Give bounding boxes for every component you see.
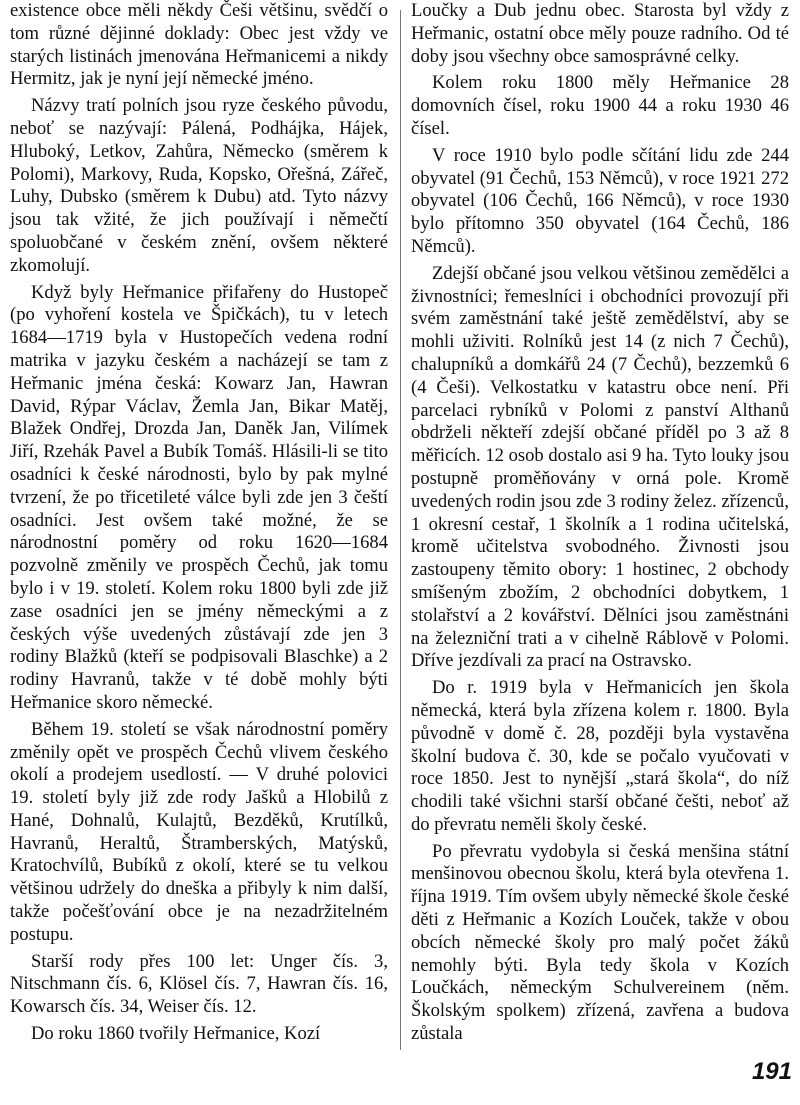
paragraph: Loučky a Dub jednu obec. Starosta byl vždy z Heřmanic, ostatní obce měly pouze radního. Od té doby jsou všechny obce samosprávné celky. — [411, 0, 789, 67]
paragraph: Po převratu vydobyla si česká menšina státní menšinovou obecnou školu, která byla otevřena 1. října 1919. Tím ovšem ubyly německé škole české děti z Heřmanic a Kozích Louček, takže v obou obcích německé školy pro malý počet žáků nemohly býti. Byla tedy škola v Kozích Loučkách, německým Schulvereinem (něm. Školským spolkem) zřízená, zavřena a budova zůstala — [411, 840, 789, 1045]
paragraph: Když byly Heřmanice přifařeny do Hustopeč (po vyhoření kostela ve Špičkách), tu v letech 1684—1719 byla v Hustopečích vedena rodní matrika v jazyku českém a nacházejí se tam z Heřmanic jména česká: Kowarz Jan, Hawran David, Rýpar Václav, Žemla Jan, Bikar Matěj, Blažek Ondřej, Drozda Jan, Daněk Jan, Vilímek Jiří, Rzehák Pavel a Bubík Tomáš. Hlásili-li se tito osadníci k české národnosti, bylo by pak mylné tvrzení, že po třicetileté válce byli zde jen 3 čeští osadníci. Jest ovšem také možné, že se národnostní poměry od roku 1620—1684 pozvolně změnily ve prospěch Čechů, jak tomu bylo i v 19. století. Kolem roku 1800 byli zde již zase osadníci jen se jmény německými a z českých výše uvedených zůstávají zde jen 3 rodiny Blažků (kteří se podpisovali Blaschke) a 2 rodiny Havranů, takže v té době mohly býti Heřmanice skoro německé. — [10, 281, 388, 713]
page-number: 191 — [751, 1058, 792, 1085]
left-text-column — [10, 0, 388, 1050]
paragraph: existence obce měli někdy Češi většinu, svědčí o tom různé dějinné doklady: Obec jest vždy ve starých listinách jmenována Heřmanicemi a nikdy Hermitz, jak je nyní její německé jméno. — [10, 0, 388, 90]
right-text-column — [411, 0, 789, 1050]
paragraph: Do roku 1860 tvořily Heřmanice, Kozí — [31, 1023, 321, 1045]
paragraph: Zdejší občané jsou velkou většinou zemědělci a živnostníci; řemeslníci i obchodníci provozují při svém zaměstnání také ještě zemědělství, aby se mohli uživiti. Rolníků jest 14 (z nich 7 Čechů), chalupníků a domkářů 24 (7 Čechů), bezzemků 6 (4 Češi). Velkostatku v katastru obce není. Při parcelaci rybníků v Polomi z panství Althanů obdrželi někteří zdejší občané příděl po 3 až 8 měřicích. 12 osob dostalo asi 9 ha. Tyto louky jsou postupně proměňovány v orná pole. Kromě uvedených rodin jsou zde 3 rodiny želez. zřízenců, 1 okresní cestař, 1 školník a 1 rodina učitelská, kromě učitelstva svobodného. Živnosti jsou zastoupeny těmito obory: 1 hostinec, 2 obchody smíšeným zbožím, 2 obchodníci dobytkem, 1 stolařství a 2 kovářství. Dělníci jsou zaměstnáni na železniční trati a v cihelně Ráblově v Polomi. Dříve jezdívali za prací na Ostravsko. — [411, 262, 789, 672]
paragraph: Během 19. století se však národnostní poměry změnily opět ve prospěch Čechů vlivem českého okolí a prodejem usedlostí. — V druhé polovici 19. století byly již zde rody Jašků a Hlobilů z Hané, Dohnalů, Kulajtů, Bezděků, Krutílků, Havranů, Heraltů, Štramberských, Matýsků, Kratochvílů, Bubíků z okolí, které se tu velkou většinou udržely do dneška a přibyly k nim další, takže počešťování obce je na nezadržitelném postupu. — [10, 718, 388, 945]
paragraph: Kolem roku 1800 měly Heřmanice 28 domovních čísel, roku 1900 44 a roku 1930 46 čísel. — [411, 72, 789, 139]
paragraph: Starší rody přes 100 let: Unger čís. 3, Nitschmann čís. 6, Klösel čís. 7, Hawran čís. 16, Kowarsch čís. 34, Weiser čís. 12. — [10, 950, 388, 1018]
paragraph: Do r. 1919 byla v Heřmanicích jen škola německá, která byla zřízena kolem r. 1800. Byla původně v domě č. 28, později byla vystavěna školní budova č. 30, kde se počalo vyučovati v roce 1850. Jest to nynější „stará škola“, do níž chodili také všichni starší občané češti, neboť až do převratu neměli školy české. — [411, 677, 789, 835]
paragraph: Názvy tratí polních jsou ryze českého původu, neboť se nazývají: Pálená, Podhájka, Hájek, Hluboký, Letkov, Zahůra, Německo (směrem k Polomi), Markovy, Ruda, Kopsko, Ořešná, Zářeč, Luhy, Dubsko (směrem k Dubu) atd. Tyto názvy jsou tak vžité, že jich používají i němečtí spoluobčané v českém znění, ovšem některé zkomolují. — [10, 95, 388, 276]
column-divider — [400, 10, 401, 1050]
paragraph: V roce 1910 bylo podle sčítání lidu zde 244 obyvatel (91 Čechů, 153 Němců), v roce 1921 272 obyvatel (106 Čechů, 166 Němců), v roce 1930 bylo přítomno 350 obyvatel (164 Čechů, 186 Němců). — [411, 144, 789, 257]
